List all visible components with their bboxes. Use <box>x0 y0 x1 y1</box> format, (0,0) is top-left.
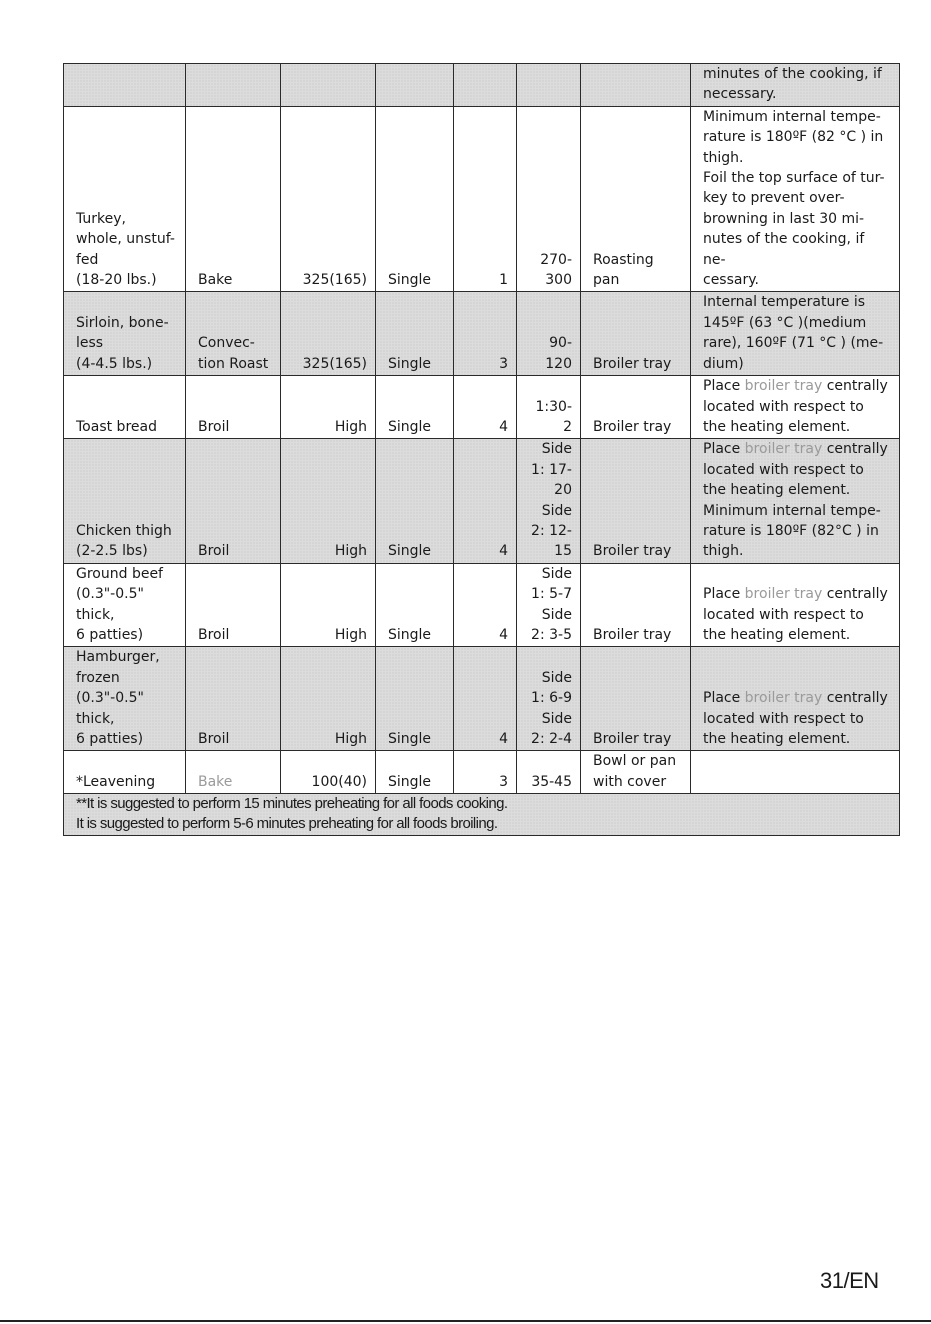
food-line: thick, <box>76 710 115 727</box>
food-line: less <box>76 335 104 352</box>
notes-fragment: centrally <box>822 378 888 395</box>
function-cell <box>186 106 281 292</box>
food-line: frozen <box>76 669 120 686</box>
time-line: Side <box>541 669 572 686</box>
notes-line: 145ºF (63 °C )(medium <box>703 314 867 331</box>
page-number: 31/EN <box>820 1268 879 1293</box>
food-line: 6 patties) <box>76 626 144 643</box>
notes-fragment: broiler tray <box>744 586 823 603</box>
notes-fragment: centrally <box>822 441 888 458</box>
accessory-cell <box>581 647 691 751</box>
footnote-row <box>64 794 900 836</box>
time-line: 20 <box>554 482 572 499</box>
notes-line: nutes of the cooking, if ne- <box>703 231 865 268</box>
function-line: Broil <box>198 731 230 747</box>
notes-cell <box>691 439 900 563</box>
notes-line: thigh. <box>703 543 744 560</box>
notes-cell <box>691 376 900 439</box>
notes-fragment: Place <box>703 690 745 707</box>
rack-cell: Single <box>376 751 454 794</box>
time-line: Side <box>541 606 572 623</box>
cooking-time-cell <box>517 64 581 107</box>
function-cell <box>186 292 281 376</box>
notes-line <box>703 584 891 604</box>
table-row <box>64 64 900 107</box>
rack-cell: Single <box>376 376 454 439</box>
time-line: 1:30- <box>535 398 572 415</box>
cooking-time-cell <box>517 751 581 794</box>
notes-fragment: broiler tray <box>744 378 823 395</box>
function-line: Bake <box>198 773 233 790</box>
rack-cell: Single <box>376 563 454 647</box>
accessory-cell <box>581 439 691 563</box>
food-line: (0.3"-0.5" <box>76 586 144 603</box>
rack-level-cell: 4 <box>454 376 517 439</box>
accessory-line: Broiler tray <box>593 731 672 747</box>
food-cell <box>64 106 186 292</box>
accessory-line: Bowl or pan <box>593 753 677 770</box>
temperature-cell <box>281 64 376 107</box>
time-line: 2 <box>563 418 572 435</box>
rack-cell: Single <box>376 292 454 376</box>
time-line: 2: 12- <box>531 522 572 539</box>
food-line: whole, unstuf- <box>76 231 175 248</box>
food-line: (4-4.5 lbs.) <box>76 355 153 372</box>
accessory-line: Broiler tray <box>593 543 672 560</box>
food-line: 6 patties) <box>76 731 144 747</box>
rack-level-cell <box>454 64 517 107</box>
food-line: Turkey, <box>76 210 127 227</box>
rack-level-cell: 1 <box>454 106 517 292</box>
cooking-time-cell <box>517 647 581 751</box>
accessory-cell <box>581 751 691 794</box>
notes-line: located with respect to <box>703 606 864 623</box>
function-line: Broil <box>198 626 230 643</box>
notes-line <box>703 688 891 708</box>
notes-line: rare), 160ºF (71 °C ) (me- <box>703 335 884 352</box>
temperature-cell: High <box>281 439 376 563</box>
time-line: 15 <box>554 543 572 560</box>
function-line: tion Roast <box>198 355 269 372</box>
table-row <box>64 376 900 439</box>
function-cell <box>186 647 281 751</box>
accessory-line: Broiler tray <box>593 626 672 643</box>
food-line: (2-2.5 lbs) <box>76 543 148 560</box>
notes-line: rature is 180ºF (82 °C ) in <box>703 129 884 146</box>
cooking-time-cell <box>517 292 581 376</box>
table-row <box>64 292 900 376</box>
temperature-cell: High <box>281 647 376 751</box>
time-line: Side <box>541 565 572 582</box>
food-cell <box>64 292 186 376</box>
bottom-rule <box>0 1320 931 1322</box>
rack-level-cell: 3 <box>454 292 517 376</box>
notes-fragment: centrally <box>822 586 888 603</box>
notes-cell <box>691 751 900 794</box>
footnote-broiling: It is suggested to perform 5-6 minutes preheating for all foods broiling. <box>76 815 498 833</box>
notes-cell <box>691 106 900 292</box>
notes-line: the heating element. <box>703 418 851 435</box>
time-line: Side <box>541 710 572 727</box>
food-line: thick, <box>76 606 115 623</box>
accessory-cell <box>581 64 691 107</box>
notes-fragment: Place <box>703 586 745 603</box>
rack-cell: Single <box>376 439 454 563</box>
food-line: Sirloin, bone- <box>76 314 169 331</box>
temperature-cell: High <box>281 376 376 439</box>
food-line: Chicken thigh <box>76 522 172 539</box>
time-line: 1: 17- <box>531 461 572 478</box>
cooking-table <box>63 63 900 836</box>
table-row <box>64 106 900 292</box>
cooking-time-cell <box>517 106 581 292</box>
notes-fragment: centrally <box>822 690 888 707</box>
time-line: 120 <box>545 355 572 372</box>
notes-cell <box>691 563 900 647</box>
food-line: Ground beef <box>76 565 163 582</box>
notes-fragment: Place <box>703 378 745 395</box>
food-cell <box>64 376 186 439</box>
cooking-time-cell <box>517 563 581 647</box>
footnote-cooking: **It is suggested to perform 15 minutes preheating for all foods cooking. <box>76 795 508 813</box>
notes-line: located with respect to <box>703 398 864 415</box>
notes-line: minutes of the cooking, if <box>703 66 882 82</box>
table-row <box>64 563 900 647</box>
notes-fragment: Place <box>703 441 745 458</box>
notes-line: rature is 180ºF (82°C ) in <box>703 522 879 539</box>
notes-line: cessary. <box>703 272 759 289</box>
accessory-cell <box>581 292 691 376</box>
food-cell <box>64 751 186 794</box>
notes-line: the heating element. <box>703 482 851 499</box>
food-cell <box>64 439 186 563</box>
accessory-line: Broiler tray <box>593 418 672 435</box>
function-line: Bake <box>198 272 233 289</box>
food-cell <box>64 647 186 751</box>
time-line: Side <box>541 441 572 458</box>
function-line: Broil <box>198 418 230 435</box>
table-row <box>64 439 900 563</box>
function-line: Broil <box>198 543 230 560</box>
notes-fragment: broiler tray <box>744 690 823 707</box>
function-cell <box>186 64 281 107</box>
rack-level-cell: 4 <box>454 647 517 751</box>
accessory-line: Roasting <box>593 251 654 268</box>
accessory-line: with cover <box>593 773 667 790</box>
accessory-cell <box>581 376 691 439</box>
time-line: 300 <box>545 272 572 289</box>
notes-fragment: broiler tray <box>744 441 823 458</box>
notes-line: key to prevent over- <box>703 190 845 207</box>
notes-line: Foil the top surface of tur- <box>703 170 885 187</box>
notes-cell <box>691 647 900 751</box>
temperature-cell: 325(165) <box>281 292 376 376</box>
notes-line <box>703 439 891 459</box>
notes-line: browning in last 30 mi- <box>703 210 865 227</box>
time-line: 90- <box>549 335 572 352</box>
rack-level-cell: 4 <box>454 563 517 647</box>
accessory-line: Broiler tray <box>593 355 672 372</box>
food-line: (0.3"-0.5" <box>76 690 144 707</box>
footnote-cell <box>64 794 900 836</box>
time-line: 1: 5-7 <box>531 586 572 603</box>
temperature-cell: High <box>281 563 376 647</box>
function-line: Convec- <box>198 335 255 352</box>
time-line: 35-45 <box>531 773 572 790</box>
time-line: 1: 6-9 <box>531 690 572 707</box>
notes-line: Minimum internal tempe- <box>703 502 881 519</box>
food-line: (18-20 lbs.) <box>76 272 157 289</box>
rack-level-cell: 3 <box>454 751 517 794</box>
food-cell <box>64 563 186 647</box>
table-row <box>64 647 900 751</box>
notes-line: Internal temperature is <box>703 294 866 311</box>
time-line: 2: 3-5 <box>531 626 572 643</box>
time-line: 270- <box>540 251 572 268</box>
accessory-line: pan <box>593 272 620 289</box>
notes-cell <box>691 292 900 376</box>
rack-cell <box>376 64 454 107</box>
rack-cell: Single <box>376 647 454 751</box>
notes-line: the heating element. <box>703 731 851 747</box>
table-row <box>64 751 900 794</box>
time-line: Side <box>541 502 572 519</box>
notes-line: dium) <box>703 355 744 372</box>
food-line: Hamburger, <box>76 649 160 666</box>
notes-line: the heating element. <box>703 626 851 643</box>
rack-cell: Single <box>376 106 454 292</box>
food-line: *Leavening <box>76 773 156 790</box>
notes-line: located with respect to <box>703 710 864 727</box>
temperature-cell: 100(40) <box>281 751 376 794</box>
food-cell <box>64 64 186 107</box>
function-cell <box>186 376 281 439</box>
cooking-time-cell <box>517 439 581 563</box>
cooking-time-cell <box>517 376 581 439</box>
function-cell <box>186 439 281 563</box>
notes-line: necessary. <box>703 86 777 103</box>
food-line: fed <box>76 251 99 268</box>
notes-line: Minimum internal tempe- <box>703 108 881 125</box>
notes-line <box>703 376 891 396</box>
time-line: 2: 2-4 <box>531 731 572 747</box>
temperature-cell: 325(165) <box>281 106 376 292</box>
notes-line: located with respect to <box>703 461 864 478</box>
function-cell <box>186 563 281 647</box>
notes-cell <box>691 64 900 107</box>
function-cell <box>186 751 281 794</box>
food-line: Toast bread <box>76 418 157 435</box>
rack-level-cell: 4 <box>454 439 517 563</box>
accessory-cell <box>581 106 691 292</box>
cooking-table-body <box>64 64 900 794</box>
accessory-cell <box>581 563 691 647</box>
notes-line: thigh. <box>703 149 744 166</box>
